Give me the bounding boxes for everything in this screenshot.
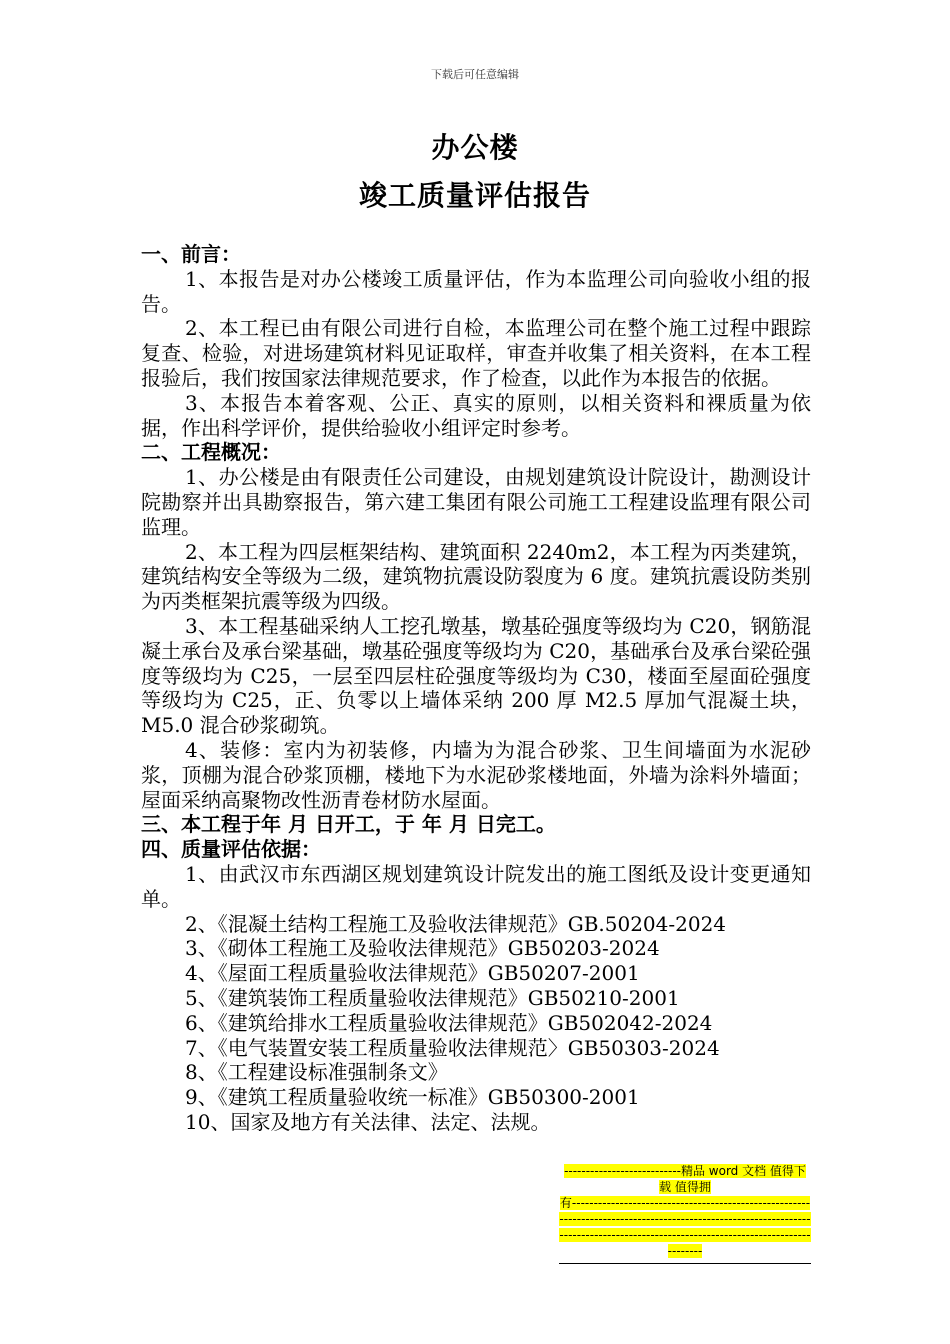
reference-item: 7、《电气装置安装工程质量验收法律规范〉GB50303-2024 — [185, 1035, 720, 1060]
reference-item: 9、《建筑工程质量验收统一标准》GB50300-2001 — [185, 1085, 640, 1110]
reference-item: 2、《混凝土结构工程施工及验收法律规范》GB.50204-2024 — [185, 911, 727, 936]
footer-divider — [559, 1263, 811, 1264]
reference-item: 5、《建筑装饰工程质量验收法律规范》GB50210-2001 — [185, 985, 680, 1010]
section-2-heading: 二、工程概况： — [141, 440, 281, 465]
title-line-2: 竣工质量评估报告 — [358, 179, 591, 212]
section-1-paragraph-2: 2、本工程已由有限公司进行自检，本监理公司在整个施工过程中跟踪复查、检验，对进场建筑材料见证取样，审查并收集了相关资料，在本工程报验后，我们按国家法律规范要求，作了检查，以此作为本报告的依据。 — [141, 316, 811, 390]
section-1-paragraph-1: 1、本报告是对办公楼竣工质量评估，作为本监理公司向验收小组的报告。 — [141, 266, 811, 316]
section-2-paragraph-3: 3、本工程基础采纳人工挖孔墩基，墩基砼强度等级均为 C20，钢筋混凝土承台及承台梁基础，墩基砼强度等级均为 C20，基础承台及承台梁砼强度等级均为 C25，一层至四层柱砼强度等级均为 C30，楼面至屋面砼强度等级均为 C25，正、负零以上墙体采纳 200 厚 M2.5 厚加气混凝土块，M5.0 混合砂浆砌筑。 — [141, 613, 811, 738]
footer-promo-line-2: 有----------------------------------------------------------------------------------------------------------------------------------------------------------------------------------- — [559, 1196, 811, 1258]
reference-item: 6、《建筑给排水工程质量验收法律规范》GB502042-2024 — [185, 1010, 713, 1035]
section-3-heading: 三、本工程于年 月 日开工，于 年 月 日完工。 — [141, 812, 556, 837]
section-2-paragraph-1: 1、办公楼是由有限责任公司建设，由规划建筑设计院设计，勘测设计院勘察并出具勘察报告，第六建工集团有限公司施工工程建设监理有限公司监理。 — [141, 465, 811, 539]
section-1-heading: 一、前言： — [141, 242, 241, 266]
section-4-heading: 四、质量评估依据： — [141, 837, 321, 862]
section-4-paragraph-1: 1、由武汉市东西湖区规划建筑设计院发出的施工图纸及设计变更通知单。 — [141, 861, 811, 911]
reference-item: 10、国家及地方有关法律、法定、法规。 — [185, 1109, 551, 1134]
section-2-paragraph-2: 2、本工程为四层框架结构、建筑面积 2240m2，本工程为丙类建筑，建筑结构安全等级为二级，建筑物抗震设防裂度为 6 度。建筑抗震设防类别为丙类框架抗震等级为四级。 — [141, 539, 811, 614]
reference-item: 4、《屋面工程质量验收法律规范》GB50207-2001 — [185, 961, 640, 986]
document-body — [141, 242, 811, 1135]
title-line-1: 办公楼 — [431, 131, 519, 164]
section-2-paragraph-4: 4、装修：室内为初装修，内墙为为混合砂浆、卫生间墙面为水泥砂浆，顶棚为混合砂浆顶棚，楼地下为水泥砂浆楼地面，外墙为涂料外墙面；屋面采纳高聚物改性沥青卷材防水屋面。 — [141, 737, 811, 812]
header-note: 下载后可任意编辑 — [431, 68, 519, 81]
footer-promo — [559, 1163, 811, 1259]
reference-item: 3、《砌体工程施工及验收法律规范》GB50203-2024 — [185, 936, 660, 961]
reference-item: 8、《工程建设标准强制条文》 — [185, 1060, 448, 1085]
section-1-paragraph-3: 3、本报告本着客观、公正、真实的原则，以相关资料和裸质量为依据，作出科学评价，提供给验收小组评定时参考。 — [141, 390, 811, 440]
footer-promo-line-1: ---------------------------精品 word 文档 值得下载 值得拥 — [564, 1164, 806, 1194]
